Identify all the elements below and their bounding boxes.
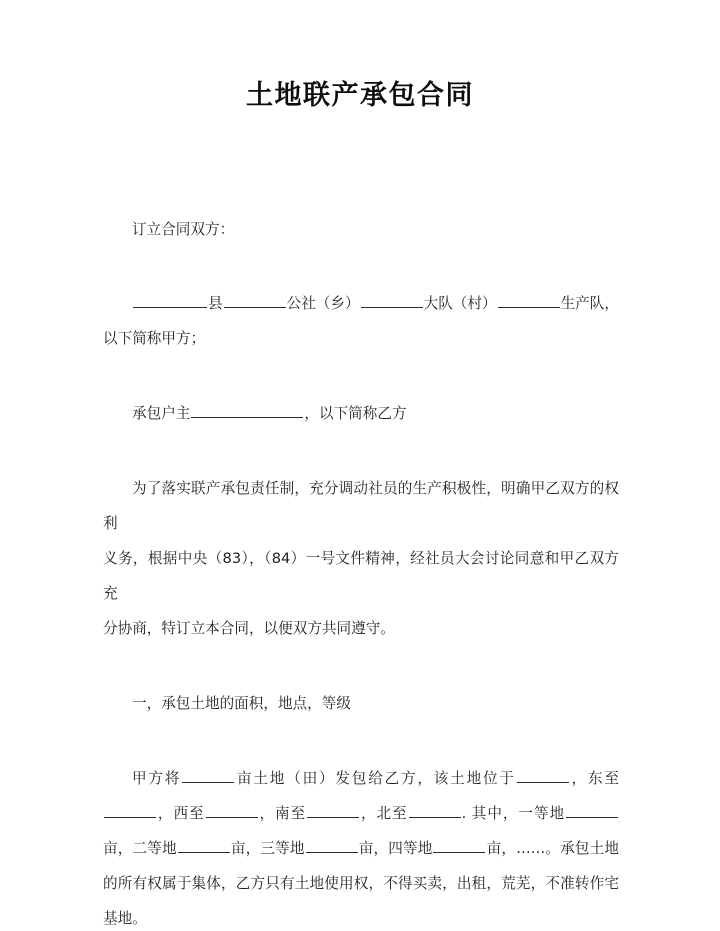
- paragraph-party-b: [103, 396, 619, 431]
- label-east-border: ，东至: [569, 770, 619, 787]
- label-county: 县: [208, 295, 223, 312]
- paragraph-preamble-line2: 义务，根据中央（83），（84）一号文件精神，经社员大会讨论同意和甲乙双方充: [103, 550, 619, 602]
- blank-grade-two-mu[interactable]: [178, 838, 230, 853]
- blank-production-team[interactable]: [498, 293, 560, 308]
- spacer: [103, 247, 619, 286]
- label-production-team: 生产队，: [560, 295, 619, 312]
- paragraph-parties-heading: 订立合同双方：: [132, 221, 235, 238]
- blank-brigade[interactable]: [361, 293, 423, 308]
- paragraph-preamble-line3: 分协商，特订立本合同，以便双方共同遵守。: [103, 620, 395, 637]
- label-north-border: ，北至: [360, 805, 408, 822]
- label-commune: 公社（乡）: [286, 295, 360, 312]
- blank-grade-three-mu[interactable]: [306, 838, 358, 853]
- label-south-border: ，南至: [258, 805, 307, 822]
- spacer: [103, 646, 619, 686]
- document-body: [103, 212, 619, 931]
- blank-location[interactable]: [517, 768, 569, 783]
- blank-householder-name[interactable]: [191, 403, 303, 418]
- blank-east-border[interactable]: [104, 803, 156, 818]
- label-grade-four: 亩，四等地: [358, 840, 433, 857]
- label-grade-two: 亩，二等地: [103, 840, 177, 857]
- blank-total-mu[interactable]: [182, 768, 234, 783]
- label-land-assign: 亩土地（田）发包给乙方，该土地位于: [235, 770, 516, 787]
- blank-west-border[interactable]: [206, 803, 258, 818]
- blank-grade-four-mu[interactable]: [433, 838, 485, 853]
- label-grade-three: 亩，三等地: [230, 840, 305, 857]
- blank-grade-one-mu[interactable]: [566, 803, 618, 818]
- section-one-heading: 一，承包土地的面积，地点，等级: [132, 695, 351, 712]
- paragraph-section-one-body: [103, 761, 619, 931]
- label-ownership-terms: 亩，……。承包土地的所有权属于集体，乙方只有土地使用权，不得买卖，出租，荒芜，不准转作宅基地。: [103, 840, 619, 927]
- label-grade-intro: . 其中，一等地: [461, 805, 565, 822]
- paragraph-preamble-line1: 为了落实联产承包责任制，充分调动社员的生产积极性，明确甲乙双方的权利: [103, 480, 619, 532]
- spacer: [103, 721, 619, 761]
- label-contracting-householder: 承包户主: [132, 405, 191, 422]
- blank-commune[interactable]: [224, 293, 286, 308]
- spacer: [103, 431, 619, 471]
- spacer: [103, 356, 619, 396]
- label-brigade: 大队（村）: [423, 295, 497, 312]
- paragraph-party-a-line2: 以下简称甲方；: [103, 330, 206, 347]
- paragraph-party-a-line1: [103, 286, 619, 321]
- label-party-b-alias: ，以下简称乙方: [304, 405, 407, 422]
- blank-south-border[interactable]: [307, 803, 359, 818]
- blank-county[interactable]: [133, 293, 207, 308]
- page-title: 土地联产承包合同: [246, 80, 474, 111]
- label-party-a-grants: 甲方将: [132, 770, 182, 787]
- blank-north-border[interactable]: [409, 803, 461, 818]
- label-west-border: ，西至: [157, 805, 205, 822]
